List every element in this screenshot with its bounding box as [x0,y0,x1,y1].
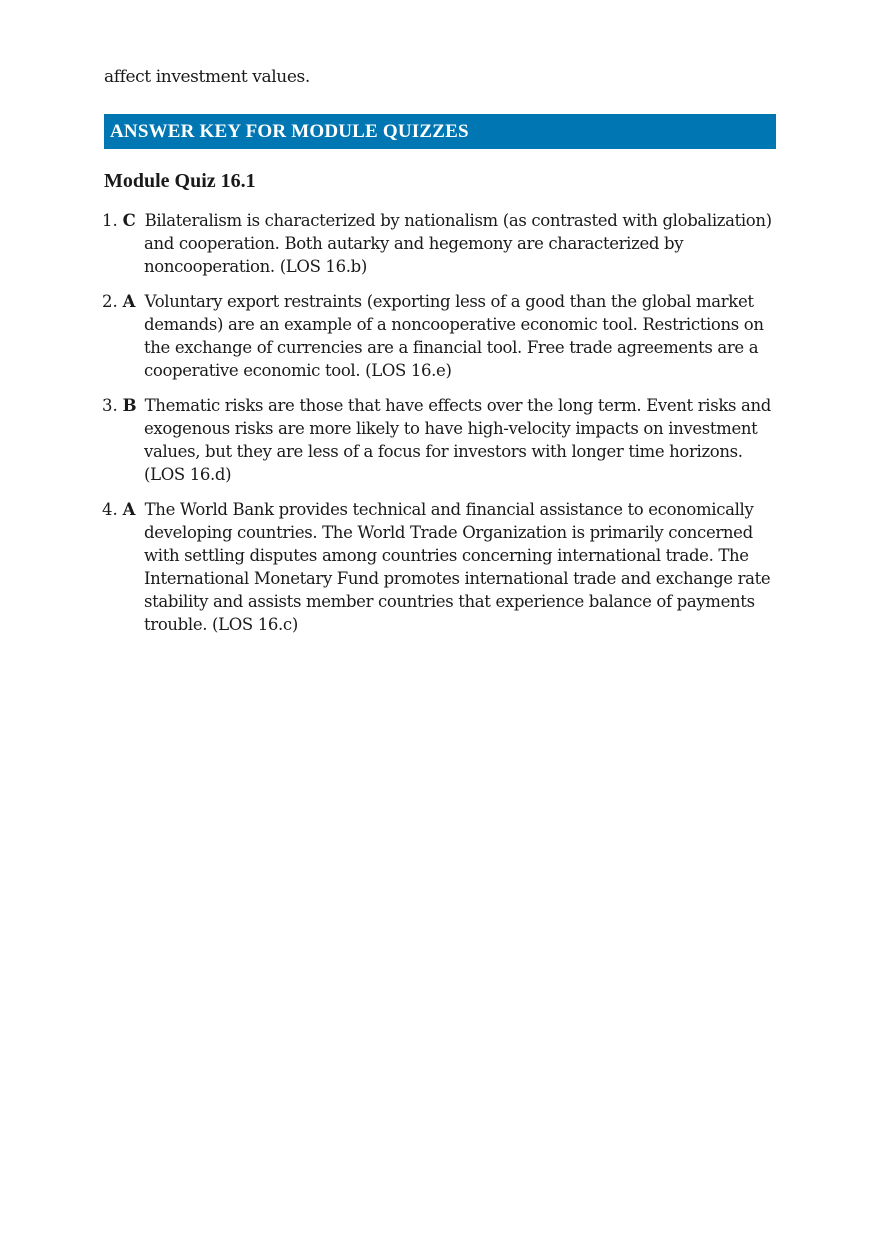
answer-list [102,209,778,648]
answer-item [102,209,778,278]
answer-letter: B [122,396,137,415]
answer-item [102,394,778,486]
answer-number: 1. [102,211,118,230]
section-title: ANSWER KEY FOR MODULE QUIZZES [110,121,469,142]
answer-item [102,498,778,636]
answer-letter: C [122,211,136,230]
answer-item [102,290,778,382]
quiz-heading: Module Quiz 16.1 [104,170,256,192]
answer-explanation: Thematic risks are those that have effects over the long term. Event risks and exogenous risks are more likely to have high-velocity impacts on investment values, but they are less of a focus for investors with longer time horizons. (LOS 16.d) [144,396,771,484]
answer-number: 4. [102,500,118,519]
answer-explanation: Bilateralism is characterized by nationalism (as contrasted with globalization) and cooperation. Both autarky and hegemony are characterized by noncooperation. (LOS 16.b) [144,211,772,276]
answer-letter: A [122,292,136,311]
answer-explanation: The World Bank provides technical and financial assistance to economically developing countries. The World Trade Organization is primarily concerned with settling disputes among countries concerning international trade. The International Monetary Fund promotes international trade and exchange rate stability and assists member countries that experience balance of payments trouble. (LOS 16.c) [144,500,771,634]
section-banner [104,114,776,149]
answer-number: 2. [102,292,118,311]
answer-number: 3. [102,396,118,415]
answer-explanation: Voluntary export restraints (exporting less of a good than the global market demands) are an example of a noncooperative economic tool. Restrictions on the exchange of currencies are a financial tool. Free trade agreements are a cooperative economic tool. (LOS 16.e) [144,292,764,380]
continued-paragraph-text: affect investment values. [104,67,310,87]
answer-letter: A [122,500,136,519]
